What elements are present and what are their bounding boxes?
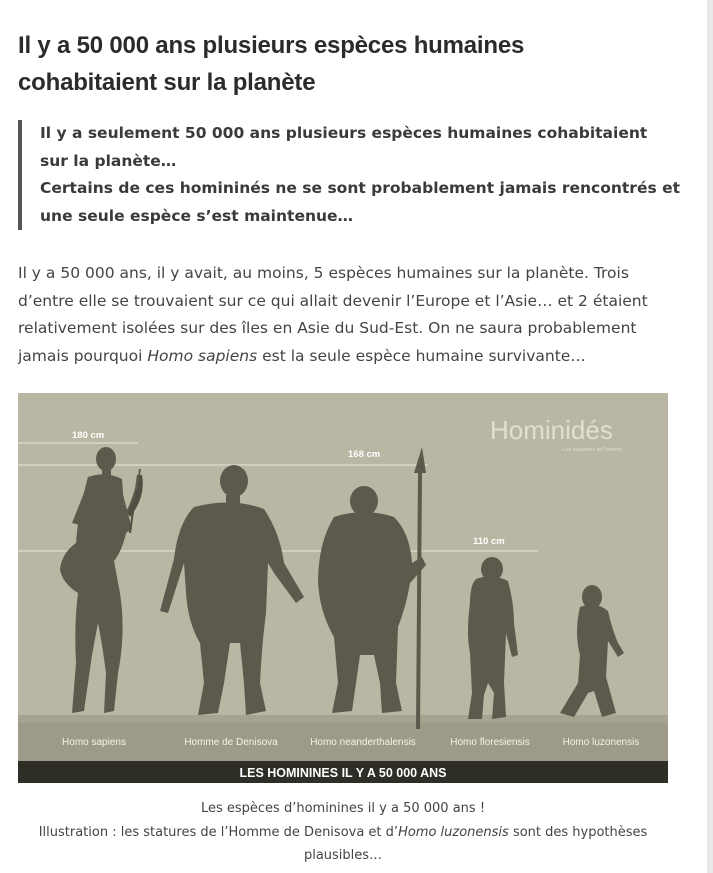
species-label-sapiens: Homo sapiens <box>62 737 126 748</box>
paragraph-text-2: est la seule espèce humaine survivante… <box>257 346 586 365</box>
height-label-180: 180 cm <box>72 430 105 441</box>
species-label-floresiensis: Homo floresiensis <box>450 737 530 748</box>
illustration-caption <box>18 797 668 868</box>
species-label-neanderthalensis: Homo neanderthalensis <box>310 737 416 748</box>
caption-line-1: Les espèces d’hominines il y a 50 000 ans ! <box>200 801 486 816</box>
height-label-168: 168 cm <box>348 449 381 460</box>
caption-text-1: Illustration : les statures de l’Homme de Denisova et d’ <box>38 824 399 840</box>
caption-italic-species: Homo luzonensis <box>398 824 509 840</box>
caption-line-2 <box>18 821 668 868</box>
species-label-denisova: Homme de Denisova <box>184 737 278 748</box>
species-label-luzonensis: Homo luzonensis <box>562 737 640 748</box>
caption-text-2: sont des hypothèses plausibles… <box>303 824 648 863</box>
article-paragraph <box>18 260 663 370</box>
height-label-110: 110 cm <box>473 536 505 547</box>
article-blockquote <box>18 120 680 230</box>
paragraph-italic-species: Homo sapiens <box>147 346 258 365</box>
article-title: Il y a 50 000 ans plusieurs espèces humaines cohabitaient sur la planète <box>18 32 525 96</box>
logo-subtitle: Les évolutions de l'homme <box>563 447 623 453</box>
quote-line-2: Certains de ces homininés ne se sont probablement jamais rencontrés et une seule espèce s’est maintenue… <box>40 179 681 225</box>
logo-text: Hominidés <box>490 415 613 445</box>
page-scrollbar[interactable] <box>707 0 713 873</box>
hominines-illustration[interactable] <box>18 393 668 783</box>
quote-line-1: Il y a seulement 50 000 ans plusieurs espèces humaines cohabitaient sur la planète… <box>40 124 648 170</box>
illustration-banner: LES HOMININES IL Y A 50 000 ANS <box>239 766 447 780</box>
paragraph-text-1: Il y a 50 000 ans, il y avait, au moins, 5 espèces humaines sur la planète. Trois d’entre elle se trouvaient sur ce qui allait devenir l’Europe et l’Asie… et 2 étaient relativement isolées sur des îles en Asie du Sud-Est. On ne saura probablement jamais pourquoi <box>18 264 648 365</box>
